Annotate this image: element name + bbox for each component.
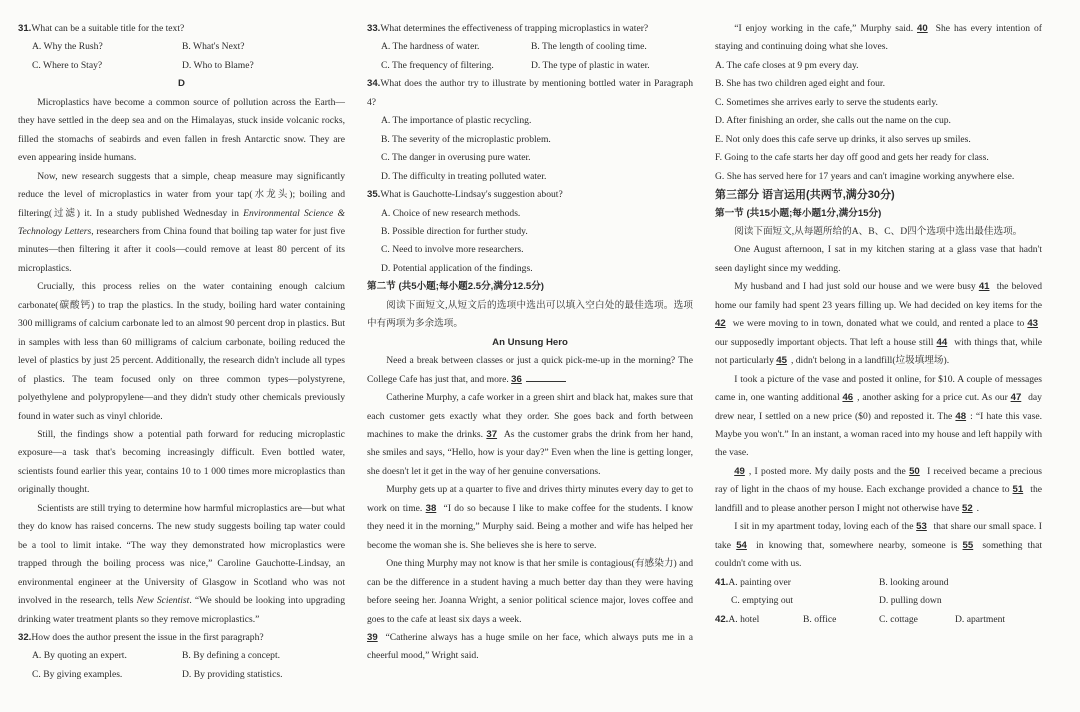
paragraph: Now, new research suggests that a simple, cheap measure may significantly reduce the level of microplastics in water from your tap(水龙头); boiling and filtering(过滤) it. In a study published Wednesday in Environmental Science & Technology Letters, researchers from China found that boiling tap water for just five minutes—then filtering it after it cools—could remove at least 80 percent of its microplastics. (18, 170, 345, 274)
question-35: 35.What is Gauchotte-Lindsay's suggestion about? (367, 189, 563, 201)
blank-42[interactable]: 42 (715, 318, 726, 330)
option[interactable]: A. painting over (728, 576, 791, 588)
option[interactable]: A. The hardness of water. (381, 41, 480, 53)
blank-44[interactable]: 44 (936, 336, 948, 348)
blank-47[interactable]: 47 (1010, 392, 1022, 404)
blank-46[interactable]: 46 (842, 392, 854, 404)
paragraph: Catherine Murphy, a cafe worker in a green shirt and black hat, makes sure that each customer gets exactly what they order. She goes back and forth between machines to make the drinks. 37 As the customer grabs the drink from her hand, she smiles and says, “Hello, how is your day?” Even when the line is getting longer, she doesn't let it get in the way of her genuine conversations. (367, 392, 693, 477)
q33-options (367, 38, 693, 75)
option[interactable]: C. Sometimes she arrives early to serve the students early. (715, 96, 938, 108)
question-41: 41.A. painting over B. looking around C. emptying out D. pulling down (715, 574, 1042, 611)
column-middle (367, 20, 693, 666)
option[interactable]: F. Going to the cafe starts her day off good and gets her ready for class. (715, 152, 989, 164)
question-32: 32.How does the author present the issue in the first paragraph? (18, 631, 264, 643)
option[interactable]: D. By providing statistics. (182, 668, 283, 680)
section-2-heading: 第二节 (共5小题;每小题2.5分,满分12.5分) (367, 281, 544, 293)
blank-36[interactable]: 36 (511, 373, 522, 385)
section-1-heading: 第一节 (共15小题;每小题1分,满分15分) (715, 207, 882, 219)
answer-options (715, 57, 1042, 186)
blank-49[interactable]: 49 (734, 465, 745, 477)
question-34: 34.What does the author try to illustrate by mentioning bottled water in Paragraph 4? (367, 78, 693, 108)
blank-53[interactable]: 53 (916, 521, 927, 533)
option[interactable]: D. After finishing an order, she calls out the name on the cup. (715, 115, 951, 127)
option[interactable]: B. By defining a concept. (182, 650, 281, 662)
option[interactable]: D. pulling down (879, 595, 942, 607)
paragraph: Crucially, this process relies on the water containing enough calcium carbonate(碳酸钙) to trap the plastics. In the study, boiling hard water containing 300 milligrams of calcium carbonate led to an almost 90 percent drop in plastics. But in samples with less than 60 milligrams of calcium carbonate, boiling reduced the level of plastics by just 25 percent. Additionally, the research didn't include all types of plastics. The team focused only on three common types—polystyrene, polyethylene and polypropylene—and they didn't study other chemicals previously found in water such as vinyl chloride. (18, 281, 345, 422)
option[interactable]: D. Potential application of the findings. (381, 262, 533, 274)
q31-options (18, 38, 345, 75)
blank-43[interactable]: 43 (1027, 318, 1038, 330)
section-2-instructions: 阅读下面短文,从短文后的选项中选出可以填入空白处的最佳选项。选项中有两项为多余选项。 (367, 299, 693, 330)
blank-54[interactable]: 54 (736, 539, 747, 551)
blank-40[interactable]: 40 (917, 23, 928, 34)
section-1-instructions: 阅读下面短文,从每题所给的A、B、C、D四个选项中选出最佳选项。 (734, 225, 1023, 237)
blank-48[interactable]: 48 (955, 410, 967, 422)
blank-51[interactable]: 51 (1012, 484, 1024, 496)
q34-options (367, 112, 693, 186)
q32-options (18, 647, 345, 684)
option[interactable]: D. Who to Blame? (182, 59, 254, 71)
option[interactable]: D. The type of plastic in water. (531, 59, 650, 71)
paragraph: One August afternoon, I sat in my kitchen staring at a glass vase that hadn't seen daylight since my wedding. (715, 244, 1042, 274)
question-31: 31.What can be a suitable title for the text? (18, 23, 185, 34)
option[interactable]: B. Possible direction for further study. (381, 225, 528, 237)
blank-55[interactable]: 55 (962, 539, 974, 551)
column-right (715, 20, 1042, 629)
option[interactable]: E. Not only does this cafe serve up drinks, it also serves up smiles. (715, 133, 971, 145)
option[interactable]: D. apartment (955, 613, 1006, 625)
paragraph: “I enjoy working in the cafe,” Murphy said. 40 She has every intention of staying and continuing doing what she loves. (715, 23, 1042, 53)
blank-37[interactable]: 37 (486, 428, 498, 440)
paragraph: Microplastics have become a common source of pollution across the Earth—they have settled in the deep sea and on the Himalayas, stuck inside volcanic rocks, filled the stomachs of seabirds and even fallen in fresh Antarctic snow. They are even appearing inside humans. (18, 96, 345, 164)
q35-options (367, 205, 693, 279)
option[interactable]: A. Choice of new research methods. (381, 207, 521, 219)
question-42: 42.A. hotel B. office C. cottage D. apartment (715, 611, 1042, 629)
option[interactable]: C. Need to involve more researchers. (381, 244, 524, 256)
option[interactable]: B. looking around (879, 576, 949, 588)
blank-52[interactable]: 52 (961, 502, 973, 514)
option[interactable]: C. By giving examples. (32, 668, 123, 680)
option[interactable]: B. She has two children aged eight and four. (715, 78, 885, 90)
paragraph: Still, the findings show a potential path forward for reducing microplastic exposure—a task that's becoming increasingly difficult. Even bottled water, scientists found earlier this year, contains 10 to 1 000 times more microplastics than originally thought. (18, 428, 345, 496)
paragraph: 39 “Catherine always has a huge smile on her face, which always puts me in a cheerful mood,” Wright said. (367, 631, 693, 662)
column-left (18, 20, 345, 684)
blank-41[interactable]: 41 (978, 281, 990, 293)
paragraph: Murphy gets up at a quarter to five and drives thirty minutes every day to get to work on time. 38 “I do so because I like to make coffee for the students. I know they need it in the morning,” Murphy said. Being a mother and wife has helped her become the woman she is. She believes she is here to serve. (367, 484, 693, 551)
question-33: 33.What determines the effectiveness of trapping microplastics in water? (367, 23, 649, 34)
option[interactable]: C. cottage (879, 613, 918, 625)
option[interactable]: A. The importance of plastic recycling. (381, 115, 532, 127)
blank-38[interactable]: 38 (425, 502, 437, 514)
option[interactable]: B. The severity of the microplastic problem. (381, 133, 551, 145)
option[interactable]: B. office (803, 613, 837, 625)
option[interactable]: B. The length of cooling time. (531, 41, 647, 53)
option[interactable]: B. What's Next? (182, 41, 245, 53)
paragraph: My husband and I had just sold our house and we were busy 41 the beloved home our family had spent 23 years filling up. We had decided on key items for the 42 we were moving to in town, donated what we could, and rented a place to 43 our supposedly important objects. That left a house still 44 with things that, while not particularly 45 , didn't belong in a landfill(垃圾填埋场). (715, 281, 1042, 367)
paragraph: I sit in my apartment today, loving each of the 53 that share our small space. I take 54 in knowing that, somewhere nearby, someone is 55 something that couldn't come with us. (715, 521, 1043, 570)
option[interactable]: A. By quoting an expert. (32, 650, 127, 662)
option[interactable]: G. She has served here for 17 years and can't imagine working anywhere else. (715, 170, 1015, 182)
paragraph: Need a break between classes or just a quick pick-me-up in the morning? The College Cafe has just that, and more. 36 (367, 355, 693, 385)
option[interactable]: D. The difficulty in treating polluted water. (381, 170, 547, 182)
paragraph: 49 , I posted more. My daily posts and the 50 I received became a precious ray of light in the chaos of my house. Each exchange provided a chance to 51 the landfill and to please another person I might not otherwise have 52 . (715, 465, 1042, 514)
paragraph: One thing Murphy may not know is that her smile is contagious(有感染力) and can be the difference in a student having a much better day than they were having before seeing her. Joanna Wright, a senior political science major, loves coffee and goes to the cafe at least six days a week. (367, 558, 693, 625)
blank-45[interactable]: 45 (776, 355, 787, 367)
option[interactable]: A. The cafe closes at 9 pm every day. (715, 59, 859, 71)
option[interactable]: C. Where to Stay? (32, 59, 103, 71)
paragraph: Scientists are still trying to determine how harmful microplastics are—but what they do know has raised concerns. The new study suggests boiling tap water could be a tool to limit intake. “The way they demonstrated how microplastics were trapped through the boiling process was nice,” Caroline Gauchotte-Lindsay, an environmental engineer at the University of Glasgow in Scotland who was not involved in the research, tells New Scientist. “We should be looking into upgrading drinking water treatment plants so they remove microplastics.” (18, 502, 345, 625)
option[interactable]: C. emptying out (731, 595, 794, 607)
option[interactable]: A. hotel (728, 613, 760, 625)
option[interactable]: C. The frequency of filtering. (381, 59, 494, 71)
blank-39[interactable]: 39 (367, 631, 378, 643)
option[interactable]: C. The danger in overusing pure water. (381, 152, 531, 164)
part-3-heading: 第三部分 语言运用(共两节,满分30分) (715, 189, 895, 202)
passage-letter: D (178, 78, 185, 90)
passage-title: An Unsung Hero (492, 336, 568, 348)
blank-50[interactable]: 50 (909, 465, 920, 477)
paragraph: I took a picture of the vase and posted it online, for $10. A couple of messages came in, one wanting additional 46 , another asking for a price cut. As our 47 day drew near, I settled on a new price ($0) and reposted it. The 48 : “I hate this vase. Maybe you won't.” In an instant, a woman raced into my house and left happily with the vase. (715, 373, 1043, 459)
option[interactable]: A. Why the Rush? (32, 41, 103, 53)
